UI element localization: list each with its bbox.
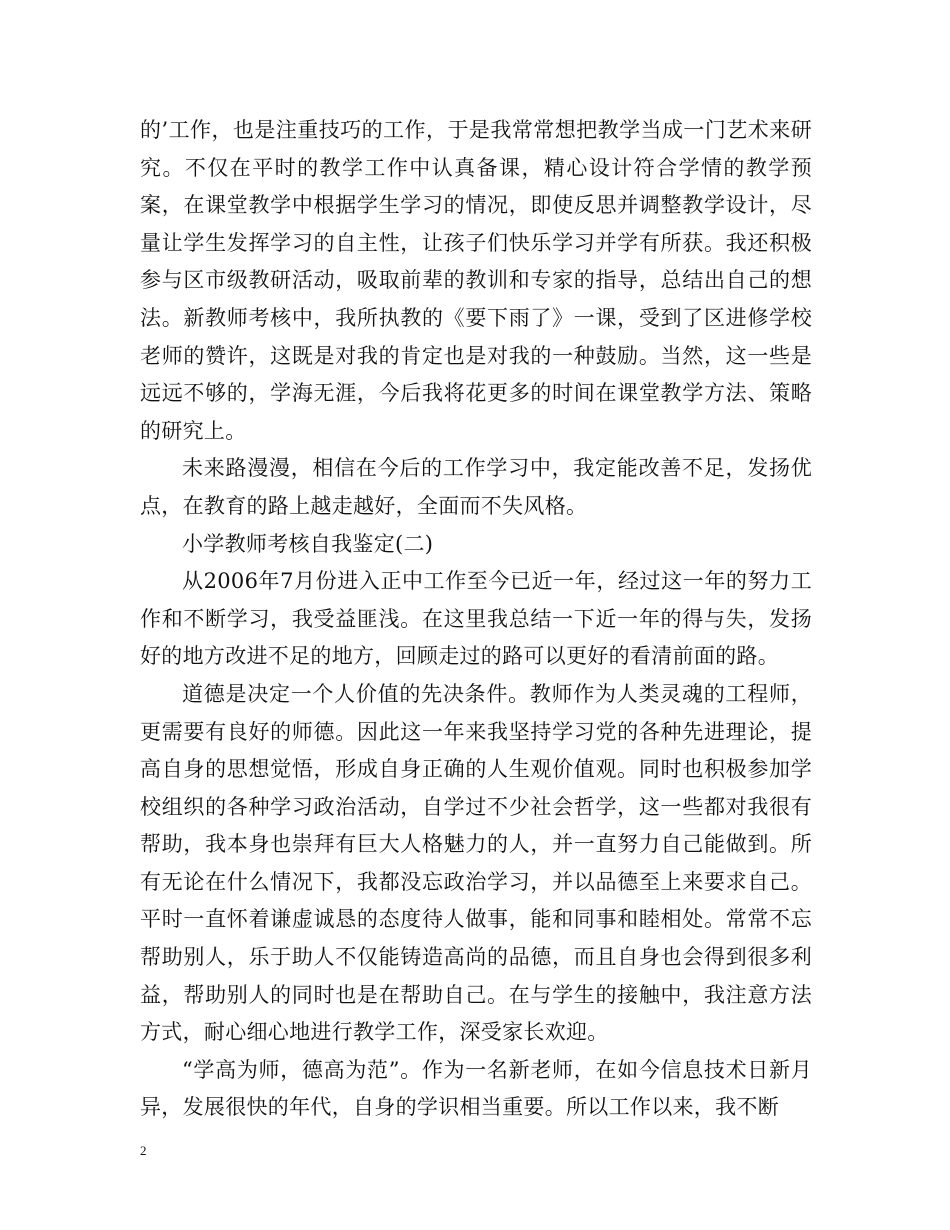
section-heading: 小学教师考核自我鉴定(二) bbox=[182, 531, 434, 556]
document-body bbox=[140, 112, 812, 1127]
page-number: 2 bbox=[140, 1143, 147, 1158]
paragraph: 的’工作，也是注重技巧的工作，于是我常常想把教学当成一门艺术来研究。不仅在平时的教学工作中认真备课，精心设计符合学情的教学预案，在课堂教学中根据学生学习的情况，即使反思并调整教学设计，尽量让学生发挥学习的自主性，让孩子们快乐学习并学有所获。我还积极参与区市级教研活动，吸取前辈的教训和专家的指导，总结出自己的想法。新教师考核中，我所执教的《要下雨了》一课，受到了区进修学校老师的赞许，这既是对我的肯定也是对我的一种鼓励。当然，这一些是远远不够的，学海无涯，今后我将花更多的时间在课堂教学方法、策略的研究上。 bbox=[140, 118, 812, 443]
paragraph: 道德是决定一个人价值的先决条件。教师作为人类灵魂的工程师，更需要有良好的师德。因此这一年来我坚持学习党的各种先进理论，提高自身的思想觉悟，形成自身正确的人生观价值观。同时也积极参加学校组织的各种学习政治活动，自学过不少社会哲学，这一些都对我很有帮助，我本身也崇拜有巨大人格魅力的人，并一直努力自己能做到。所有无论在什么情况下，我都没忘政治学习，并以品德至上来要求自己。平时一直怀着谦虚诚恳的态度待人做事，能和同事和睦相处。常常不忘帮助别人，乐于助人不仅能铸造高尚的品德，而且自身也会得到很多利益，帮助别人的同时也是在帮助自己。在与学生的接触中，我注意方法方式，耐心细心地进行教学工作，深受家长欢迎。 bbox=[140, 681, 812, 1045]
paragraph: 从2006年7月份进入正中工作至今已近一年，经过这一年的努力工作和不断学习，我受益匪浅。在这里我总结一下近一年的得与失，发扬好的地方改进不足的地方，回顾走过的路可以更好的看清前面的路。 bbox=[140, 569, 812, 669]
paragraph: 未来路漫漫，相信在今后的工作学习中，我定能改善不足，发扬优点，在教育的路上越走越好，全面而不失风格。 bbox=[140, 456, 812, 518]
paragraph: “学高为师，德高为范”。作为一名新老师，在如今信息技术日新月异，发展很快的年代，自身的学识相当重要。所以工作以来，我不断 bbox=[140, 1057, 812, 1120]
